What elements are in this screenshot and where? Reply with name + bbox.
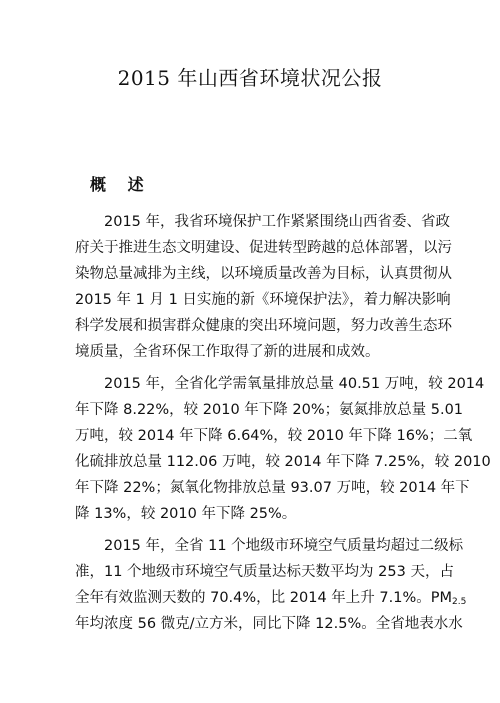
pm-subscript: 2.5 — [452, 597, 467, 607]
paragraph-line: 2015 年 1 月 1 日实施的新《环境保护法》，着力解决影响 — [75, 292, 451, 308]
paragraph-line: 染物总量减排为主线，以环境质量改善为目标，认真贯彻从 — [75, 266, 452, 282]
document-body — [75, 209, 491, 637]
paragraph-line-text: 全年有效监测天数的 70.4%，比 2014 年上升 7.1%。PM — [75, 590, 452, 606]
section-heading: 概 述 — [90, 175, 152, 194]
paragraph-line: 2015 年，我省环境保护工作紧紧围绕山西省委、省政 — [104, 214, 451, 230]
paragraph-line: 境质量，全省环保工作取得了新的进展和成效。 — [75, 344, 380, 360]
paragraph-line: 年下降 8.22%，较 2010 年下降 20%；氨氮排放总量 5.01 — [75, 402, 464, 418]
paragraph-line: 化硫排放总量 112.06 万吨，较 2014 年下降 7.25%，较 2010 — [75, 454, 491, 470]
document-title: 2015 年山西省环境状况公报 — [117, 66, 383, 90]
paragraph-line: 2015 年，全省 11 个地级市环境空气质量均超过二级标 — [104, 538, 464, 554]
paragraph-line: 万吨，较 2014 年下降 6.64%，较 2010 年下降 16%；二氧 — [75, 428, 473, 444]
paragraph-line-with-subscript — [75, 585, 467, 611]
paragraph-line: 年均浓度 56 微克/立方米，同比下降 12.5%。全省地表水水 — [75, 616, 463, 632]
paragraph-emissions — [75, 371, 491, 527]
paragraph-overview — [75, 209, 452, 365]
paragraph-line: 2015 年，全省化学需氧量排放总量 40.51 万吨，较 2014 — [104, 376, 485, 392]
paragraph-line: 降 13%，较 2010 年下降 25%。 — [75, 506, 297, 522]
paragraph-air-quality — [75, 533, 467, 637]
paragraph-line: 府关于推进生态文明建设、促进转型跨越的总体部署，以污 — [75, 240, 452, 256]
paragraph-line: 准，11 个地级市环境空气质量达标天数平均为 253 天，占 — [75, 564, 454, 580]
paragraph-line: 年下降 22%；氮氧化物排放总量 93.07 万吨，较 2014 年下 — [75, 480, 470, 496]
paragraph-line: 科学发展和损害群众健康的突出环境问题，努力改善生态环 — [75, 318, 452, 334]
